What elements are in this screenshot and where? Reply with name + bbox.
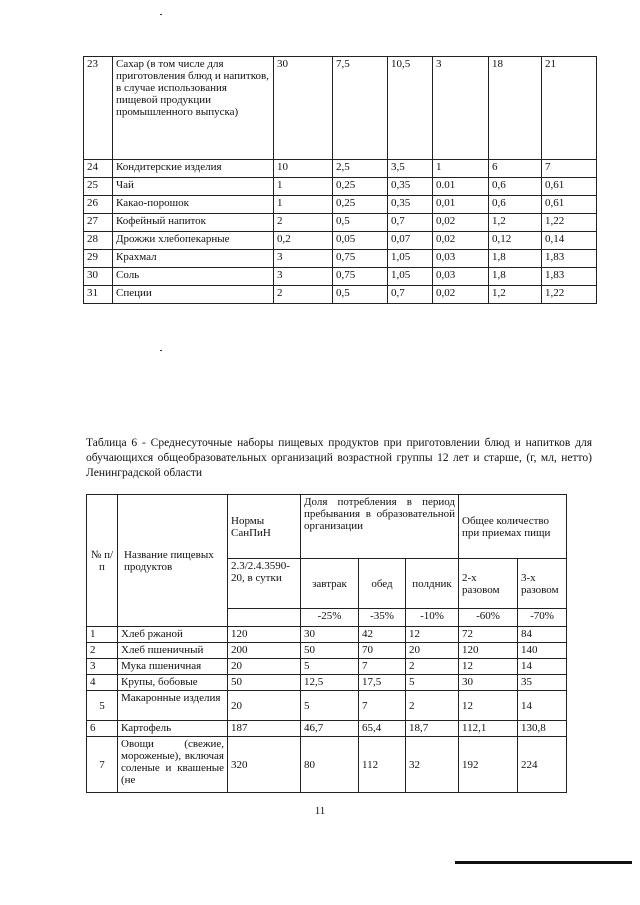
snack-value: 20 bbox=[406, 643, 459, 659]
table-row bbox=[84, 196, 597, 214]
norm-value: 50 bbox=[228, 675, 301, 691]
three-meals-value: 0,61 bbox=[542, 178, 597, 196]
table-row bbox=[87, 627, 567, 643]
table-row bbox=[84, 57, 597, 160]
snack-value: 1 bbox=[433, 160, 489, 178]
three-meals-value: 7 bbox=[542, 160, 597, 178]
product-name: Кондитерские изделия bbox=[113, 160, 274, 178]
table-row bbox=[84, 214, 597, 232]
norm-value: 1 bbox=[274, 196, 333, 214]
row-number: 26 bbox=[84, 196, 113, 214]
table-caption: Таблица 6 - Среднесуточные наборы пищевых продуктов при приготовлении блюд и напитков для обучающихся общеобразовательных организаций возрастной группы 12 лет и старше, (г, мл, нетто) Ленинградской области bbox=[86, 437, 592, 479]
breakfast-value: 0,5 bbox=[333, 286, 388, 304]
scan-speck bbox=[160, 350, 162, 351]
product-name: Крахмал bbox=[113, 250, 274, 268]
norm-value: 200 bbox=[228, 643, 301, 659]
empty-cell bbox=[228, 609, 301, 627]
norm-value: 2 bbox=[274, 286, 333, 304]
three-meals-value: 35 bbox=[518, 675, 567, 691]
norm-value: 0,2 bbox=[274, 232, 333, 250]
two-meals-value: 1,2 bbox=[489, 286, 542, 304]
breakfast-value: 0,25 bbox=[333, 178, 388, 196]
norm-value: 187 bbox=[228, 721, 301, 737]
table-row bbox=[87, 643, 567, 659]
two-meals-value: 12 bbox=[459, 691, 518, 721]
column-header-two-meals: 2-х разовом bbox=[459, 559, 518, 609]
lunch-value: 0,7 bbox=[388, 286, 433, 304]
three-meals-value: 130,8 bbox=[518, 721, 567, 737]
product-name: Дрожжи хлебопекарные bbox=[113, 232, 274, 250]
row-number: 29 bbox=[84, 250, 113, 268]
table-row bbox=[87, 659, 567, 675]
snack-value: 0,01 bbox=[433, 196, 489, 214]
pct-two-meals: -60% bbox=[459, 609, 518, 627]
row-number: 6 bbox=[87, 721, 118, 737]
three-meals-value: 1,22 bbox=[542, 214, 597, 232]
column-header-breakfast: завтрак bbox=[301, 559, 359, 609]
row-number: 5 bbox=[87, 691, 118, 721]
product-name: Мука пшеничная bbox=[118, 659, 228, 675]
table-continuation bbox=[83, 56, 597, 304]
two-meals-value: 0,6 bbox=[489, 196, 542, 214]
table-row bbox=[87, 721, 567, 737]
row-number: 30 bbox=[84, 268, 113, 286]
norm-value: 10 bbox=[274, 160, 333, 178]
row-number: 25 bbox=[84, 178, 113, 196]
two-meals-value: 72 bbox=[459, 627, 518, 643]
snack-value: 0,03 bbox=[433, 268, 489, 286]
lunch-value: 17,5 bbox=[359, 675, 406, 691]
breakfast-value: 5 bbox=[301, 659, 359, 675]
breakfast-value: 12,5 bbox=[301, 675, 359, 691]
lunch-value: 1,05 bbox=[388, 250, 433, 268]
column-header-norms-sub: 2.3/2.4.3590-20, в сутки bbox=[228, 559, 301, 609]
breakfast-value: 0,5 bbox=[333, 214, 388, 232]
norm-value: 120 bbox=[228, 627, 301, 643]
lunch-value: 10,5 bbox=[388, 57, 433, 160]
column-header-snack: полдник bbox=[406, 559, 459, 609]
product-name: Специи bbox=[113, 286, 274, 304]
breakfast-value: 50 bbox=[301, 643, 359, 659]
three-meals-value: 140 bbox=[518, 643, 567, 659]
three-meals-value: 14 bbox=[518, 659, 567, 675]
breakfast-value: 80 bbox=[301, 737, 359, 793]
column-header-name: Название пищевых продуктов bbox=[118, 495, 228, 627]
three-meals-value: 0,61 bbox=[542, 196, 597, 214]
table-6 bbox=[86, 494, 567, 793]
lunch-value: 0,07 bbox=[388, 232, 433, 250]
snack-value: 0,03 bbox=[433, 250, 489, 268]
table-row bbox=[87, 675, 567, 691]
breakfast-value: 2,5 bbox=[333, 160, 388, 178]
two-meals-value: 30 bbox=[459, 675, 518, 691]
row-number: 27 bbox=[84, 214, 113, 232]
column-header-share: Доля потребления в период пребывания в образовательной организации bbox=[301, 495, 459, 559]
two-meals-value: 18 bbox=[489, 57, 542, 160]
scan-speck bbox=[160, 14, 162, 15]
two-meals-value: 112,1 bbox=[459, 721, 518, 737]
norm-value: 20 bbox=[228, 691, 301, 721]
three-meals-value: 224 bbox=[518, 737, 567, 793]
pct-three-meals: -70% bbox=[518, 609, 567, 627]
three-meals-value: 14 bbox=[518, 691, 567, 721]
product-name: Кофейный напиток bbox=[113, 214, 274, 232]
three-meals-value: 0,14 bbox=[542, 232, 597, 250]
norm-value: 3 bbox=[274, 268, 333, 286]
page-number: 11 bbox=[314, 805, 326, 817]
header-row bbox=[87, 495, 567, 559]
two-meals-value: 1,8 bbox=[489, 250, 542, 268]
lunch-value: 0,35 bbox=[388, 196, 433, 214]
column-header-number: № п/п bbox=[87, 495, 118, 627]
snack-value: 32 bbox=[406, 737, 459, 793]
snack-value: 2 bbox=[406, 691, 459, 721]
column-header-total: Общее количество при приемах пищи bbox=[459, 495, 567, 559]
snack-value: 5 bbox=[406, 675, 459, 691]
row-number: 1 bbox=[87, 627, 118, 643]
product-name: Макаронные изделия bbox=[118, 691, 228, 721]
table-row bbox=[84, 286, 597, 304]
snack-value: 0,02 bbox=[433, 214, 489, 232]
row-number: 4 bbox=[87, 675, 118, 691]
product-name: Чай bbox=[113, 178, 274, 196]
lunch-value: 1,05 bbox=[388, 268, 433, 286]
breakfast-value: 0,75 bbox=[333, 268, 388, 286]
product-name: Какао-порошок bbox=[113, 196, 274, 214]
product-name: Крупы, бобовые bbox=[118, 675, 228, 691]
three-meals-value: 1,83 bbox=[542, 268, 597, 286]
norm-value: 3 bbox=[274, 250, 333, 268]
two-meals-value: 1,2 bbox=[489, 214, 542, 232]
breakfast-value: 7,5 bbox=[333, 57, 388, 160]
three-meals-value: 84 bbox=[518, 627, 567, 643]
three-meals-value: 1,22 bbox=[542, 286, 597, 304]
norm-value: 30 bbox=[274, 57, 333, 160]
snack-value: 0,02 bbox=[433, 232, 489, 250]
table-row bbox=[87, 691, 567, 721]
norm-value: 20 bbox=[228, 659, 301, 675]
product-name: Картофель bbox=[118, 721, 228, 737]
lunch-value: 0,7 bbox=[388, 214, 433, 232]
lunch-value: 0,35 bbox=[388, 178, 433, 196]
table-row bbox=[84, 160, 597, 178]
column-header-lunch: обед bbox=[359, 559, 406, 609]
two-meals-value: 6 bbox=[489, 160, 542, 178]
breakfast-value: 0,25 bbox=[333, 196, 388, 214]
lunch-value: 65,4 bbox=[359, 721, 406, 737]
breakfast-value: 0,75 bbox=[333, 250, 388, 268]
row-number: 24 bbox=[84, 160, 113, 178]
three-meals-value: 21 bbox=[542, 57, 597, 160]
norm-value: 1 bbox=[274, 178, 333, 196]
lunch-value: 70 bbox=[359, 643, 406, 659]
snack-value: 18,7 bbox=[406, 721, 459, 737]
row-number: 28 bbox=[84, 232, 113, 250]
norm-value: 320 bbox=[228, 737, 301, 793]
two-meals-value: 12 bbox=[459, 659, 518, 675]
lunch-value: 3,5 bbox=[388, 160, 433, 178]
pct-breakfast: -25% bbox=[301, 609, 359, 627]
table-row bbox=[84, 250, 597, 268]
breakfast-value: 30 bbox=[301, 627, 359, 643]
lunch-value: 112 bbox=[359, 737, 406, 793]
table-row bbox=[87, 737, 567, 793]
lunch-value: 7 bbox=[359, 691, 406, 721]
norm-value: 2 bbox=[274, 214, 333, 232]
snack-value: 3 bbox=[433, 57, 489, 160]
product-name: Овощи (свежие, мороженые), включая соленые и квашеные (не bbox=[118, 737, 228, 793]
column-header-norms: Нормы СанПиН bbox=[228, 495, 301, 559]
product-name: Сахар (в том числе для приготовления блюд и напитков, в случае использования пищевой продукции промышленного выпуска) bbox=[113, 57, 274, 160]
two-meals-value: 0,12 bbox=[489, 232, 542, 250]
pct-snack: -10% bbox=[406, 609, 459, 627]
row-number: 31 bbox=[84, 286, 113, 304]
column-header-three-meals: 3-х разовом bbox=[518, 559, 567, 609]
two-meals-value: 0,6 bbox=[489, 178, 542, 196]
snack-value: 12 bbox=[406, 627, 459, 643]
row-number: 7 bbox=[87, 737, 118, 793]
table-row bbox=[84, 232, 597, 250]
two-meals-value: 120 bbox=[459, 643, 518, 659]
row-number: 2 bbox=[87, 643, 118, 659]
product-name: Хлеб пшеничный bbox=[118, 643, 228, 659]
product-name: Хлеб ржаной bbox=[118, 627, 228, 643]
row-number: 3 bbox=[87, 659, 118, 675]
snack-value: 0,02 bbox=[433, 286, 489, 304]
pct-lunch: -35% bbox=[359, 609, 406, 627]
breakfast-value: 46,7 bbox=[301, 721, 359, 737]
lunch-value: 7 bbox=[359, 659, 406, 675]
product-name: Соль bbox=[113, 268, 274, 286]
footer-rule bbox=[455, 861, 632, 864]
breakfast-value: 5 bbox=[301, 691, 359, 721]
lunch-value: 42 bbox=[359, 627, 406, 643]
table-row bbox=[84, 268, 597, 286]
two-meals-value: 1,8 bbox=[489, 268, 542, 286]
three-meals-value: 1,83 bbox=[542, 250, 597, 268]
breakfast-value: 0,05 bbox=[333, 232, 388, 250]
snack-value: 2 bbox=[406, 659, 459, 675]
two-meals-value: 192 bbox=[459, 737, 518, 793]
table-row bbox=[84, 178, 597, 196]
row-number: 23 bbox=[84, 57, 113, 160]
snack-value: 0.01 bbox=[433, 178, 489, 196]
